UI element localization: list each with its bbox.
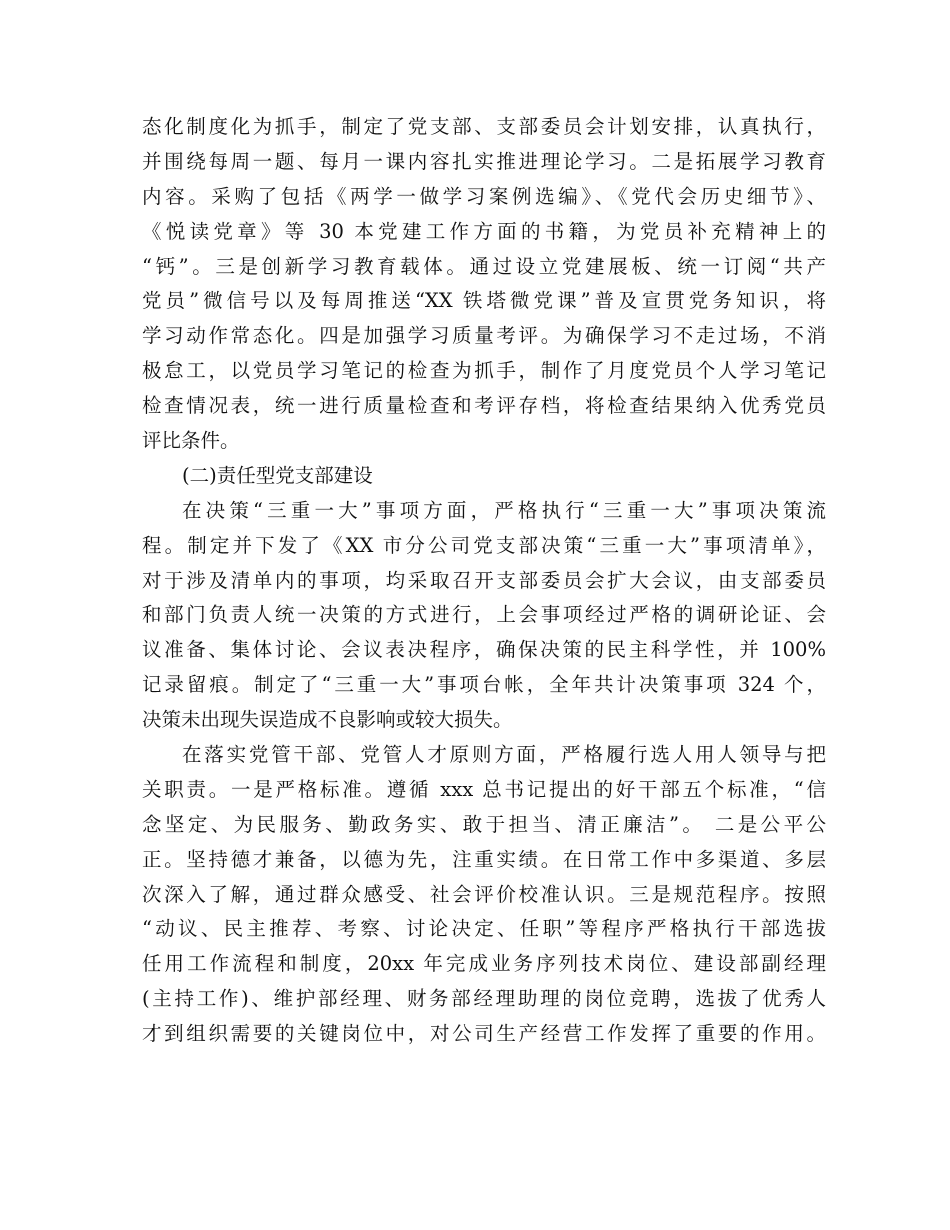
paragraph-line: (主持工作)、维护部经理、财务部经理助理的岗位竞聘，选拔了优秀人	[142, 987, 826, 1011]
paragraph-line: 对于涉及清单内的事项，均采取召开支部委员会扩大会议，由支部委员	[142, 568, 826, 592]
paragraph-line: “动议、民主推荐、考察、讨论决定、任职”等程序严格执行干部选拔	[142, 917, 826, 941]
paragraph-line: 议准备、集体讨论、会议表决程序，确保决策的民主科学性，并 100%	[142, 638, 826, 662]
paragraph-line: “钙”。三是创新学习教育载体。通过设立党建展板、统一订阅“共产	[142, 254, 826, 278]
paragraph-line: 正。坚持德才兼备，以德为先，注重实绩。在日常工作中多渠道、多层	[142, 847, 826, 871]
paragraph-line: 关职责。一是严格标准。遵循 xxx 总书记提出的好干部五个标准，“信	[142, 777, 826, 801]
paragraph-line: 记录留痕。制定了“三重一大”事项台帐，全年共计决策事项 324 个，	[142, 673, 826, 697]
paragraph-line: 念坚定、为民服务、勤政务实、敢于担当、清正廉洁”。 二是公平公	[142, 812, 826, 836]
paragraph-line: 和部门负责人统一决策的方式进行，上会事项经过严格的调研论证、会	[142, 603, 826, 627]
paragraph-line: 态化制度化为抓手，制定了党支部、支部委员会计划安排，认真执行，	[142, 115, 826, 138]
section-heading: (二)责任型党支部建设	[182, 463, 373, 487]
paragraph-line: 才到组织需要的关键岗位中，对公司生产经营工作发挥了重要的作用。	[142, 1022, 826, 1046]
paragraph-line: 党员”微信号以及每周推送“XX 铁塔微党课”普及宣贯党务知识，将	[142, 289, 826, 313]
paragraph-line: 内容。采购了包括《两学一做学习案例选编》、《党代会历史细节》、	[142, 184, 826, 208]
paragraph-line: 并围绕每周一题、每月一课内容扎实推进理论学习。二是拓展学习教育	[142, 149, 826, 173]
paragraph-line: 任用工作流程和制度，20xx 年完成业务序列技术岗位、建设部副经理	[142, 952, 826, 976]
paragraph-line: 决策未出现失误造成不良影响或较大损失。	[142, 708, 513, 732]
paragraph-line: 在落实党管干部、党管人才原则方面，严格履行选人用人领导与把	[182, 743, 826, 767]
paragraph-line: 极怠工，以党员学习笔记的检查为抓手，制作了月度党员个人学习笔记	[142, 359, 826, 383]
paragraph-line: 程。制定并下发了《XX 市分公司党支部决策“三重一大”事项清单》，	[142, 533, 826, 557]
paragraph-line: 《悦读党章》等 30 本党建工作方面的书籍，为党员补充精神上的	[142, 219, 826, 243]
paragraph-line: 次深入了解，通过群众感受、社会评价校准认识。三是规范程序。按照	[142, 882, 826, 906]
paragraph-line: 评比条件。	[142, 429, 240, 453]
paragraph-line: 在决策“三重一大”事项方面，严格执行“三重一大”事项决策流	[182, 498, 826, 522]
paragraph-line: 检查情况表，统一进行质量检查和考评存档，将检查结果纳入优秀党员	[142, 394, 826, 418]
document-body	[142, 110, 826, 1052]
paragraph-line: 学习动作常态化。四是加强学习质量考评。为确保学习不走过场，不消	[142, 324, 826, 348]
